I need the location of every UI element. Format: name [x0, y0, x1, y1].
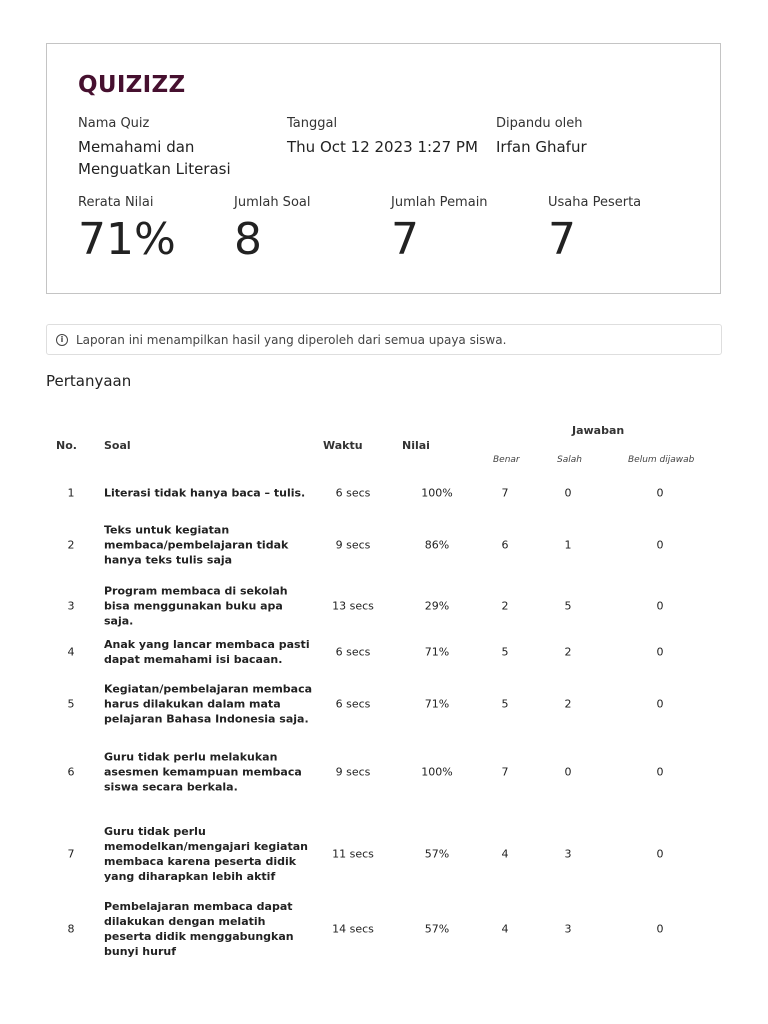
- row-score: 100%: [421, 486, 453, 500]
- row-unanswered-count: 0: [656, 847, 664, 861]
- header-question: Soal: [104, 439, 131, 452]
- row-question-text: Pembelajaran membaca dapat dilakukan dengan melatih peserta didik menggabungkan bunyi huruf: [104, 900, 294, 958]
- row-number: 6: [67, 765, 75, 779]
- row-unanswered-count: 0: [656, 765, 664, 779]
- row-correct-count: 7: [501, 765, 509, 779]
- quizizz-logo: QUIZIZZ: [78, 72, 186, 98]
- row-wrong-count: 1: [564, 538, 572, 552]
- row-question-text: Guru tidak perlu memodelkan/mengajari kegiatan membaca karena peserta didik yang diharapkan lebih aktif: [104, 825, 308, 883]
- player-count-label: Jumlah Pemain: [391, 195, 488, 210]
- header-no: No.: [56, 439, 77, 452]
- row-question-text: Program membaca di sekolah bisa menggunakan buku apa saja.: [104, 584, 288, 628]
- row-score: 71%: [424, 645, 450, 659]
- questions-section-title: Pertanyaan: [46, 372, 132, 390]
- quiz-name-label: Nama Quiz: [78, 116, 150, 131]
- row-wrong-count: 2: [564, 697, 572, 711]
- header-time: Waktu: [323, 439, 363, 452]
- row-wrong-count: 3: [564, 922, 572, 936]
- row-time: 14 secs: [332, 922, 374, 936]
- quiz-name: Memahami dan Menguatkan Literasi: [78, 138, 231, 178]
- row-time: 6 secs: [335, 486, 371, 500]
- row-time: 11 secs: [332, 847, 374, 861]
- notice-text: Laporan ini menampilkan hasil yang diperoleh dari semua upaya siswa.: [76, 332, 507, 347]
- row-wrong-count: 2: [564, 645, 572, 659]
- row-correct-count: 6: [501, 538, 509, 552]
- row-time: 6 secs: [335, 697, 371, 711]
- question-count-value: 8: [234, 214, 262, 265]
- row-number: 8: [67, 922, 75, 936]
- row-wrong-count: 5: [564, 599, 572, 613]
- row-score: 29%: [424, 599, 450, 613]
- question-count-label: Jumlah Soal: [234, 195, 311, 210]
- row-number: 1: [67, 486, 75, 500]
- summary-card: [46, 43, 721, 294]
- row-question-text: Teks untuk kegiatan membaca/pembelajaran tidak hanya teks tulis saja: [104, 523, 289, 567]
- header-answers: Jawaban: [572, 424, 625, 437]
- header-unanswered: Belum dijawab: [628, 455, 695, 465]
- row-unanswered-count: 0: [656, 645, 664, 659]
- row-number: 2: [67, 538, 75, 552]
- row-number: 7: [67, 847, 75, 861]
- row-question-text: Anak yang lancar membaca pasti dapat memahami isi bacaan.: [104, 638, 310, 666]
- row-correct-count: 5: [501, 697, 509, 711]
- row-time: 9 secs: [335, 765, 371, 779]
- average-score-label: Rerata Nilai: [78, 195, 154, 210]
- row-score: 86%: [424, 538, 450, 552]
- date-value: Thu Oct 12 2023 1:27 PM: [287, 138, 478, 156]
- row-score: 100%: [421, 765, 453, 779]
- row-correct-count: 4: [501, 847, 509, 861]
- row-score: 57%: [424, 922, 450, 936]
- row-unanswered-count: 0: [656, 599, 664, 613]
- row-wrong-count: 0: [564, 765, 572, 779]
- row-unanswered-count: 0: [656, 486, 664, 500]
- attempts-label: Usaha Peserta: [548, 195, 642, 210]
- row-wrong-count: 0: [564, 486, 572, 500]
- info-icon: i: [56, 334, 68, 346]
- average-score-value: 71%: [78, 214, 176, 265]
- host-value: Irfan Ghafur: [496, 138, 587, 156]
- header-score: Nilai: [402, 439, 430, 452]
- row-number: 3: [67, 599, 75, 613]
- row-number: 5: [67, 697, 75, 711]
- row-question-text: Literasi tidak hanya baca – tulis.: [104, 486, 306, 500]
- row-wrong-count: 3: [564, 847, 572, 861]
- row-correct-count: 2: [501, 599, 509, 613]
- attempts-value: 7: [548, 214, 576, 265]
- row-unanswered-count: 0: [656, 697, 664, 711]
- row-correct-count: 5: [501, 645, 509, 659]
- header-wrong: Salah: [557, 455, 582, 465]
- row-time: 6 secs: [335, 645, 371, 659]
- report-notice: [46, 324, 722, 355]
- player-count-value: 7: [391, 214, 419, 265]
- row-question-text: Kegiatan/pembelajaran membaca harus dilakukan dalam mata pelajaran Bahasa Indonesia saja.: [104, 682, 313, 726]
- header-correct: Benar: [493, 455, 520, 465]
- row-score: 57%: [424, 847, 450, 861]
- row-correct-count: 4: [501, 922, 509, 936]
- date-label: Tanggal: [287, 116, 338, 131]
- host-label: Dipandu oleh: [496, 116, 583, 131]
- row-time: 9 secs: [335, 538, 371, 552]
- row-unanswered-count: 0: [656, 538, 664, 552]
- row-number: 4: [67, 645, 75, 659]
- row-question-text: Guru tidak perlu melakukan asesmen kemampuan membaca siswa secara berkala.: [104, 750, 302, 794]
- row-correct-count: 7: [501, 486, 509, 500]
- row-score: 71%: [424, 697, 450, 711]
- row-time: 13 secs: [332, 599, 374, 613]
- row-unanswered-count: 0: [656, 922, 664, 936]
